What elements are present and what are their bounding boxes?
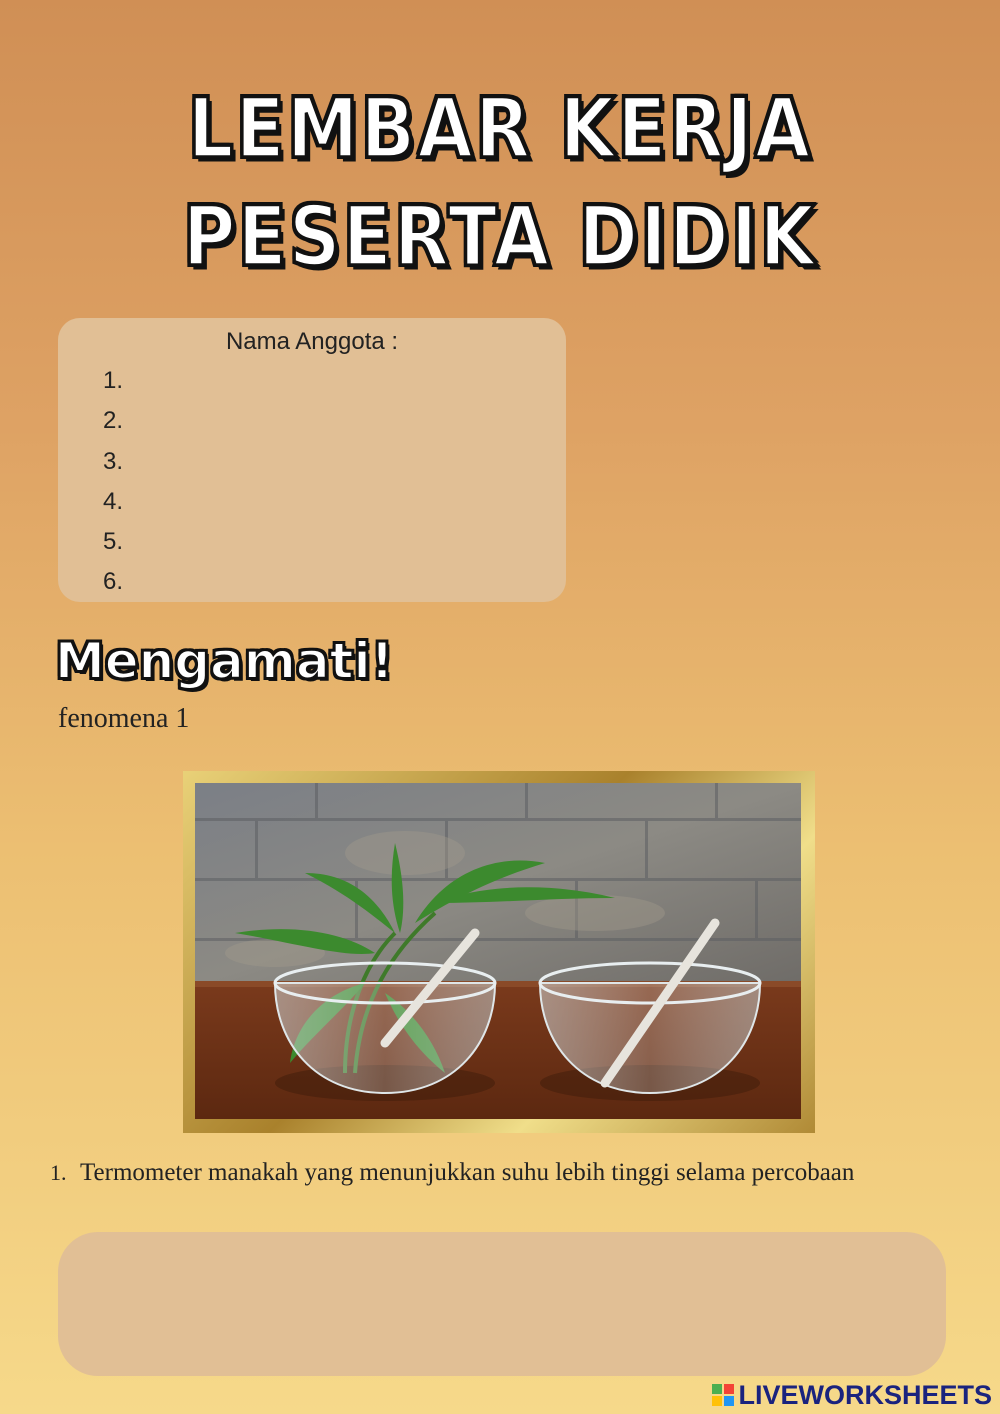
member-item: 6. xyxy=(103,568,124,596)
member-item: 4. xyxy=(103,487,124,515)
answer-input-box[interactable] xyxy=(58,1232,946,1376)
question-number: 1. xyxy=(50,1160,67,1185)
photo-frame xyxy=(183,771,815,1133)
member-names-heading: Nama Anggota : xyxy=(225,328,399,355)
member-item: 1. xyxy=(103,367,124,394)
phenomenon-label: fenomena 1 xyxy=(58,703,190,734)
watermark-text: LIVEWORKSHEETS xyxy=(738,1379,992,1410)
member-item: 2. xyxy=(103,407,124,435)
member-names-box xyxy=(58,318,566,602)
experiment-photo-image xyxy=(195,783,801,1119)
question-text: Termometer manakah yang menunjukkan suhu lebih tinggi selama percobaan xyxy=(80,1159,855,1186)
member-list xyxy=(103,368,123,610)
member-item: 3. xyxy=(103,447,124,475)
liveworksheets-logo-icon xyxy=(712,1384,734,1406)
worksheet-title-line1: LEMBAR KERJA xyxy=(187,79,813,177)
liveworksheets-watermark xyxy=(712,1378,992,1412)
worksheet-title-line2: PESERTA DIDIK xyxy=(182,187,818,285)
member-item: 5. xyxy=(103,528,124,556)
section-heading-mengamati: Mengamati! xyxy=(55,632,394,690)
question-1 xyxy=(50,1155,960,1191)
